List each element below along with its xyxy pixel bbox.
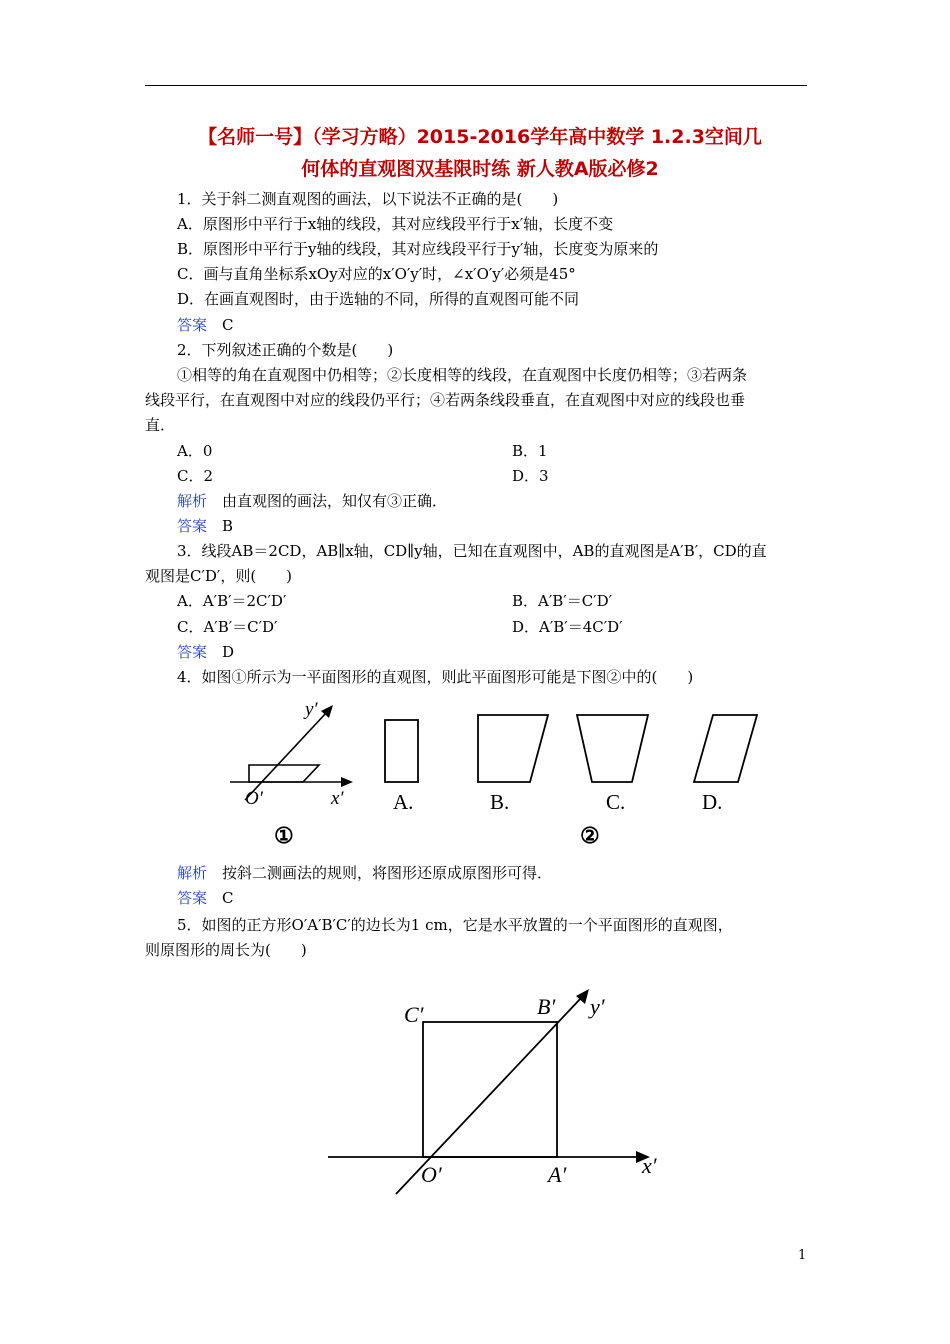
q5-c-label: C′ [404, 1002, 424, 1027]
q4-shape-d [694, 715, 757, 782]
q4-option-c-label: C. [606, 790, 626, 814]
q1-answer-value: C [222, 316, 234, 334]
q4-option-b-label: B. [490, 790, 510, 814]
q5-y-label: y′ [590, 994, 605, 1019]
q5-square [423, 1022, 557, 1157]
header-rule [145, 85, 807, 86]
q3-stem-line2: 观图是C′D′，则( ) [145, 567, 293, 585]
q1-answer [177, 314, 234, 336]
q3-option-c: C．A′B′＝C′D′ [177, 618, 278, 636]
q2-answer [177, 515, 233, 537]
q2-analysis-label: 解析 [177, 492, 208, 510]
q4-x-label: x′ [331, 788, 344, 809]
q4-option-a-label: A. [393, 790, 414, 814]
q2-stem: 2．下列叙述正确的个数是( ) [177, 341, 394, 359]
q2-answer-label: 答案 [177, 517, 208, 535]
q4-y-label: y′ [305, 699, 318, 720]
q4-answer-value: C [222, 889, 234, 907]
q3-option-a: A．A′B′＝2C′D′ [177, 592, 287, 610]
q4-analysis-text: 按斜二测画法的规则，将图形还原成原图形可得． [222, 864, 553, 882]
q4-figure [225, 695, 765, 855]
q5-a-label: A′ [548, 1162, 567, 1187]
q4-parallelogram [249, 765, 319, 782]
q2-option-d: D．3 [512, 467, 549, 485]
q2-analysis [177, 490, 447, 512]
q4-answer [177, 887, 234, 909]
q5-x-label: x′ [642, 1153, 657, 1178]
q1-stem: 1．关于斜二测直观图的画法，以下说法不正确的是( ) [177, 190, 559, 208]
q1-option-c: C．画与直角坐标系xOy对应的x′O′y′时，∠x′O′y′必须是45° [177, 265, 576, 283]
q2-analysis-text: 由直观图的画法，知仅有③正确． [222, 492, 448, 510]
q5-figure [320, 980, 680, 1195]
q4-caption-2: ② [580, 823, 600, 849]
q5-stem-line2: 则原图形的周长为( ) [145, 941, 307, 959]
q4-shape-c [577, 715, 648, 782]
q4-option-d-label: D. [702, 790, 723, 814]
q1-option-a: A．原图形中平行于x轴的线段，其对应线段平行于x′轴，长度不变 [177, 215, 614, 233]
q2-option-b: B．1 [512, 442, 548, 460]
q3-answer-value: D [222, 643, 235, 661]
q5-b-label: B′ [537, 994, 556, 1019]
q3-option-d: D．A′B′＝4C′D′ [512, 618, 623, 636]
q1-option-d: D．在画直观图时，由于选轴的不同，所得的直观图可能不同 [177, 290, 580, 308]
q2-option-c: C．2 [177, 467, 214, 485]
q4-shape-b [478, 715, 548, 782]
q2-body-line3: 直． [145, 416, 176, 434]
document-title-line2: 何体的直观图双基限时练 新人教A版必修2 [301, 158, 659, 180]
q4-answer-label: 答案 [177, 889, 208, 907]
q3-answer-label: 答案 [177, 643, 208, 661]
document-title-line1: 【名师一号】（学习方略）2015-2016学年高中数学 1.2.3空间几 [198, 126, 762, 148]
q4-o-label: O′ [245, 788, 263, 809]
q1-answer-label: 答案 [177, 316, 208, 334]
q4-stem: 4．如图①所示为一平面图形的直观图，则此平面图形可能是下图②中的( ) [177, 668, 694, 686]
q2-option-a: A．0 [177, 442, 213, 460]
q2-body-line1: ①相等的角在直观图中仍相等；②长度相等的线段，在直观图中长度仍相等；③若两条 [177, 366, 748, 384]
q4-analysis [177, 862, 552, 884]
q1-option-b: B．原图形中平行于y轴的线段，其对应线段平行于y′轴，长度变为原来的 [177, 240, 659, 258]
q2-answer-value: B [222, 517, 234, 535]
q2-body-line2: 线段平行，在直观图中对应的线段仍平行；④若两条线段垂直，在直观图中对应的线段也垂 [145, 391, 746, 409]
q3-stem-line1: 3．线段AB＝2CD，AB∥x轴，CD∥y轴，已知在直观图中，AB的直观图是A′B′，CD的直 [177, 542, 767, 560]
q4-caption-1: ① [274, 823, 294, 849]
q4-shape-a [385, 720, 418, 782]
page-number: 1 [798, 1248, 807, 1263]
q4-analysis-label: 解析 [177, 864, 208, 882]
q3-answer [177, 641, 234, 663]
q4-x-arrow-icon [341, 777, 353, 787]
q4-fig1-axes [230, 705, 353, 800]
q4-y-axis [245, 712, 327, 800]
q3-option-b: B．A′B′＝C′D′ [512, 592, 613, 610]
q5-stem-line1: 5．如图的正方形O′A′B′C′的边长为1 cm，它是水平放置的一个平面图形的直观图， [177, 916, 733, 934]
q5-o-label: O′ [421, 1162, 442, 1187]
